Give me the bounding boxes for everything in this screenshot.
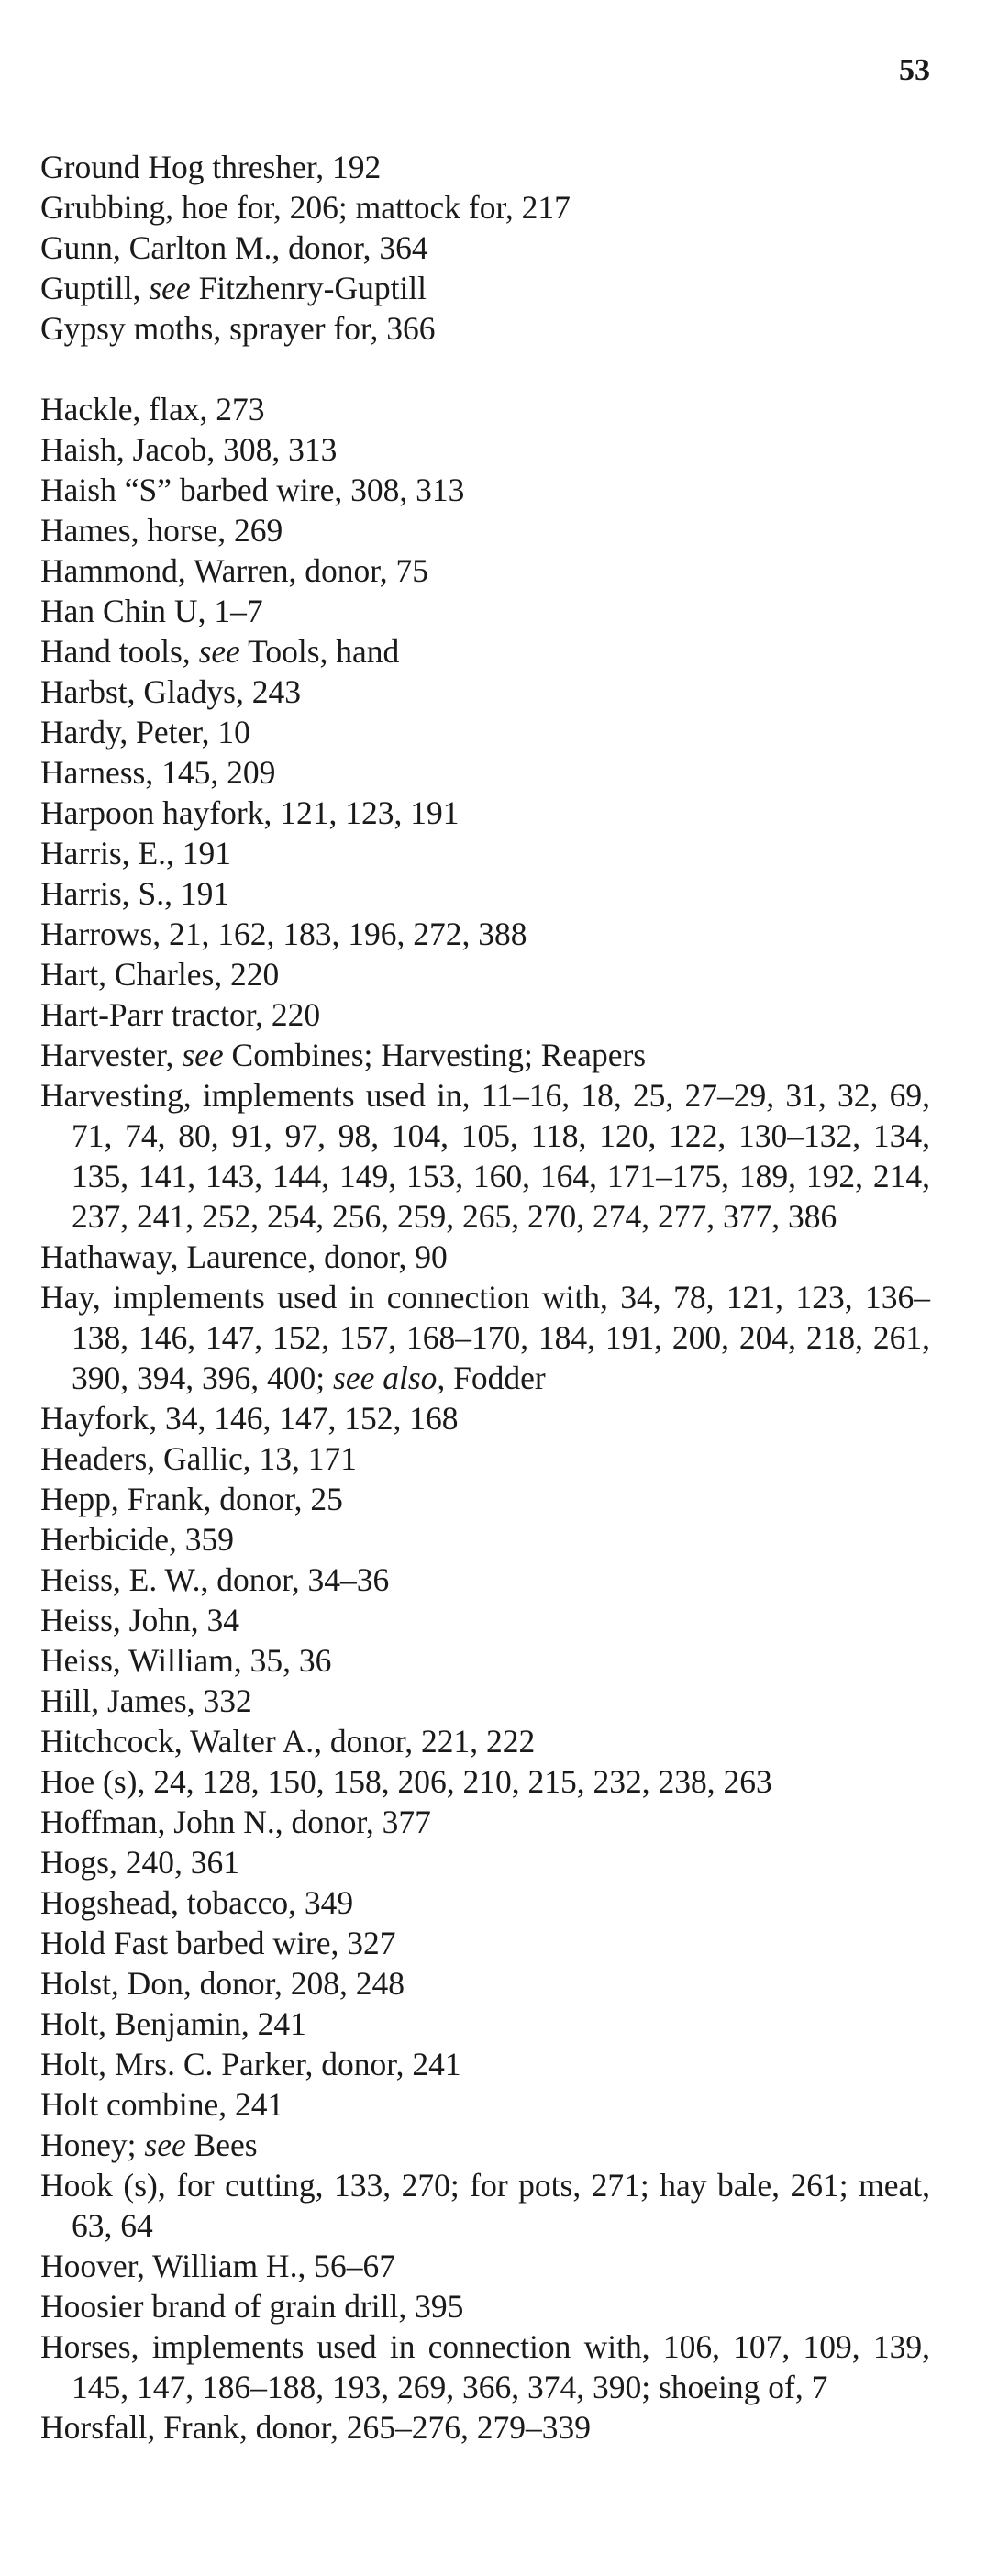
entry-text: Honey; (40, 2126, 145, 2163)
index-entry (40, 1963, 930, 2004)
entry-text: Hook (s), for cutting, 133, 270; for pots, 271; hay bale, 261; meat, 63, 64 (40, 2167, 930, 2244)
index-entry (40, 1600, 930, 1640)
entry-text: Horses, implements used in connection with, 106, 107, 109, 139, 145, 147, 186–188, 193, 269, 366, 374, 390; shoeing of, 7 (40, 2328, 930, 2405)
cross-reference-term: see also, (333, 1360, 446, 1396)
entry-text: Herbicide, 359 (40, 1521, 234, 1558)
index-entry (40, 2044, 930, 2084)
index-entry (40, 672, 930, 712)
entry-text: Hoffman, John N., donor, 377 (40, 1804, 431, 1840)
entry-text: Hayfork, 34, 146, 147, 152, 168 (40, 1400, 459, 1437)
entry-text: Ground Hog thresher, 192 (40, 149, 382, 185)
index-entry (40, 1398, 930, 1438)
entry-text: Hogshead, tobacco, 349 (40, 1884, 354, 1921)
index-entry (40, 2407, 930, 2448)
index-entry (40, 510, 930, 550)
index-entry (40, 631, 930, 672)
index-entry (40, 1842, 930, 1882)
index-entry (40, 833, 930, 873)
entry-text: Harvester, (40, 1037, 183, 1073)
index-entry (40, 752, 930, 793)
entry-text: Hitchcock, Walter A., donor, 221, 222 (40, 1723, 536, 1760)
index-list (40, 147, 930, 2448)
entry-text: Hardy, Peter, 10 (40, 714, 250, 750)
entry-text: Hepp, Frank, donor, 25 (40, 1481, 343, 1517)
cross-reference-term: see (149, 270, 191, 306)
entry-text: Holt, Mrs. C. Parker, donor, 241 (40, 2046, 461, 2082)
page-number: 53 (899, 53, 930, 87)
index-entry (40, 1237, 930, 1277)
index-entry (40, 1519, 930, 1560)
index-entry (40, 1802, 930, 1842)
index-entry (40, 187, 930, 228)
entry-text: Bees (185, 2126, 258, 2163)
entry-text: Harvesting, implements used in, 11–16, 18, 25, 27–29, 31, 32, 69, 71, 74, 80, 91, 97, 98, 104, 105, 118, 120, 122, 130–132, 134, 135, 141, 143, 144, 149, 153, 160, 164, 171–175, 189, 192, 214, 237, 241, 252, 254, 256, 259, 265, 270, 274, 277, 377, 386 (40, 1077, 930, 1235)
index-entry (40, 2084, 930, 2125)
entry-text: Hogs, 240, 361 (40, 1844, 239, 1881)
entry-text: Harbst, Gladys, 243 (40, 673, 301, 710)
index-entry (40, 1560, 930, 1600)
index-entry (40, 308, 930, 349)
entry-text: Horsfall, Frank, donor, 265–276, 279–339 (40, 2409, 592, 2446)
index-entry (40, 712, 930, 752)
index-entry (40, 147, 930, 187)
entry-text: Hames, horse, 269 (40, 512, 283, 549)
index-entry (40, 228, 930, 268)
index-entry (40, 1035, 930, 1075)
index-entry (40, 793, 930, 833)
cross-reference-term: see (144, 2126, 186, 2163)
index-entry (40, 873, 930, 914)
entry-text: Hold Fast barbed wire, 327 (40, 1925, 396, 1961)
entry-text: Hart, Charles, 220 (40, 956, 280, 993)
entry-text: Hoover, William H., 56–67 (40, 2248, 395, 2284)
entry-text: Headers, Gallic, 13, 171 (40, 1440, 358, 1477)
entry-text: Haish, Jacob, 308, 313 (40, 431, 338, 468)
index-entry (40, 1479, 930, 1519)
index-entry (40, 1721, 930, 1761)
index-entry (40, 1277, 930, 1398)
index-entry (40, 1640, 930, 1681)
index-entry (40, 914, 930, 954)
entry-text: Hathaway, Laurence, donor, 90 (40, 1238, 448, 1275)
index-entry (40, 2326, 930, 2407)
entry-text: Fodder (445, 1360, 546, 1396)
index-entry (40, 2286, 930, 2326)
entry-text: Holt combine, 241 (40, 2086, 284, 2123)
entry-text: Hay, implements used in connection with, 34, 78, 121, 123, 136–138, 146, 147, 152, 157, 168–170, 184, 191, 200, 204, 218, 261, 390, 394, 396, 400; (40, 1279, 930, 1396)
index-entry (40, 1923, 930, 1963)
entry-text: Heiss, E. W., donor, 34–36 (40, 1561, 390, 1598)
index-entry (40, 1075, 930, 1237)
index-entry (40, 1681, 930, 1721)
entry-text: Gunn, Carlton M., donor, 364 (40, 229, 428, 266)
index-entry (40, 1761, 930, 1802)
entry-text: Harness, 145, 209 (40, 754, 276, 791)
entry-text: Hart-Parr tractor, 220 (40, 996, 321, 1033)
index-entry (40, 2004, 930, 2044)
entry-text: Hoosier brand of grain drill, 395 (40, 2288, 464, 2325)
index-entry (40, 1438, 930, 1479)
entry-text: Heiss, William, 35, 36 (40, 1642, 332, 1679)
index-entry (40, 550, 930, 591)
index-entry (40, 994, 930, 1035)
entry-text: Haish “S” barbed wire, 308, 313 (40, 472, 465, 508)
entry-text: Guptill, (40, 270, 150, 306)
entry-text: Harrows, 21, 162, 183, 196, 272, 388 (40, 916, 527, 952)
index-entry (40, 429, 930, 470)
entry-text: Han Chin U, 1–7 (40, 593, 263, 629)
index-entry (40, 470, 930, 510)
entry-text: Combines; Harvesting; Reapers (223, 1037, 647, 1073)
entry-text: Hammond, Warren, donor, 75 (40, 552, 428, 589)
entry-text: Harris, E., 191 (40, 835, 232, 872)
entry-text: Gypsy moths, sprayer for, 366 (40, 310, 436, 347)
entry-text: Grubbing, hoe for, 206; mattock for, 217 (40, 189, 571, 226)
index-entry (40, 591, 930, 631)
entry-text: Hand tools, (40, 633, 199, 670)
entry-text: Fitzhenry-Guptill (190, 270, 427, 306)
index-entry (40, 2246, 930, 2286)
entry-text: Heiss, John, 34 (40, 1602, 239, 1638)
entry-text: Hackle, flax, 273 (40, 391, 265, 427)
entry-text: Hill, James, 332 (40, 1682, 252, 1719)
entry-text: Harpoon hayfork, 121, 123, 191 (40, 794, 460, 831)
index-entry (40, 2165, 930, 2246)
index-entry (40, 2125, 930, 2165)
index-entry (40, 954, 930, 994)
cross-reference-term: see (182, 1037, 224, 1073)
entry-text: Holst, Don, donor, 208, 248 (40, 1965, 405, 2002)
cross-reference-term: see (198, 633, 240, 670)
entry-text: Harris, S., 191 (40, 875, 230, 912)
entry-text: Holt, Benjamin, 241 (40, 2005, 306, 2042)
entry-text: Tools, hand (239, 633, 400, 670)
index-entry (40, 389, 930, 429)
index-entry (40, 268, 930, 308)
group-separator (40, 349, 930, 389)
index-entry (40, 1882, 930, 1923)
entry-text: Hoe (s), 24, 128, 150, 158, 206, 210, 215, 232, 238, 263 (40, 1763, 772, 1800)
